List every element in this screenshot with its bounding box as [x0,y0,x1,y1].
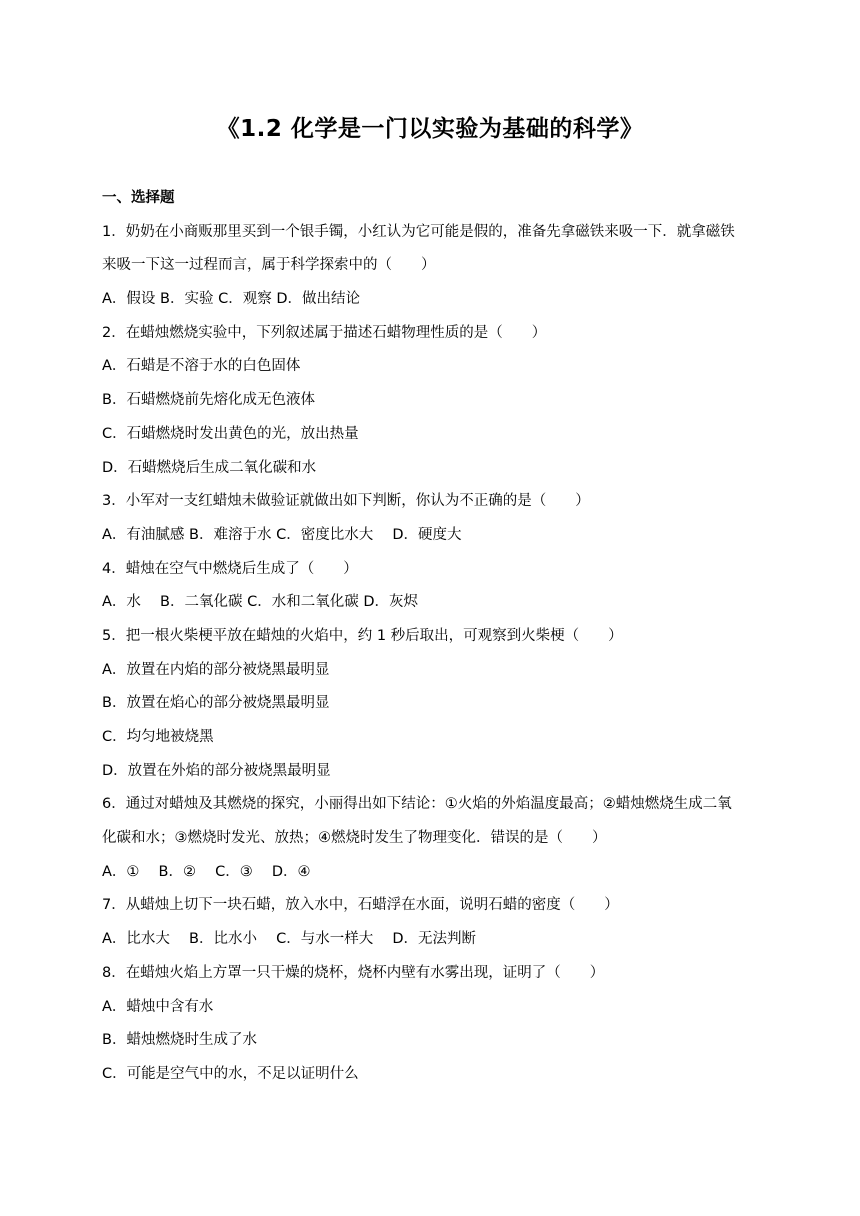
question-4-options: A．水 B．二氧化碳 C．水和二氧化碳 D．灰烬 [102,594,418,611]
question-7: 7．从蜡烛上切下一块石蜡，放入水中，石蜡浮在水面，说明石蜡的密度（ ） [102,897,619,914]
question-7-options: A．比水大 B．比水小 C．与水一样大 D．无法判断 [102,931,476,948]
question-5-option-a: A．放置在内焰的部分被烧黑最明显 [102,661,330,678]
question-2: 2．在蜡烛燃烧实验中，下列叙述属于描述石蜡物理性质的是（ ） [102,324,547,341]
question-5: 5．把一根火柴梗平放在蜡烛的火焰中，约 1 秒后取出，可观察到火柴梗（ ） [102,627,623,644]
question-2-option-d: D．石蜡燃烧后生成二氧化碳和水 [102,459,317,476]
question-1-line-1: 1．奶奶在小商贩那里买到一个银手镯，小红认为它可能是假的，准备先拿磁铁来吸一下．就拿磁铁 [102,223,735,240]
question-1 [102,222,766,276]
question-6 [102,794,766,848]
document-body [102,188,766,1098]
question-8: 8．在蜡烛火焰上方罩一只干燥的烧杯，烧杯内壁有水雾出现，证明了（ ） [102,964,605,981]
question-5-option-c: C．均匀地被烧黑 [102,729,214,745]
question-6-options: A．① B．② C．③ D．④ [102,863,311,880]
question-8-option-c: C．可能是空气中的水，不足以证明什么 [102,1065,359,1082]
question-2-option-b: B．石蜡燃烧前先熔化成无色液体 [102,392,315,409]
question-3: 3．小军对一支红蜡烛未做验证就做出如下判断，你认为不正确的是（ ） [102,493,590,510]
document-title: 《1.2 化学是一门以实验为基础的科学》 [216,116,644,142]
question-8-option-b: B．蜡烛燃烧时生成了水 [102,1032,257,1049]
question-1-options: A．假设 B．实验 C．观察 D．做出结论 [102,291,360,308]
question-2-option-c: C．石蜡燃烧时发出黄色的光，放出热量 [102,425,359,442]
question-6-line-2: 化碳和水；③燃烧时发光、放热；④燃烧时发生了物理变化．错误的是（ ） [102,830,607,847]
question-5-option-b: B．放置在焰心的部分被烧黑最明显 [102,695,330,712]
question-1-line-2: 来吸一下这一过程而言，属于科学探索中的（ ） [102,257,436,274]
question-3-options: A．有油腻感 B．难溶于水 C．密度比水大 D．硬度大 [102,526,462,543]
question-2-option-a: A．石蜡是不溶于水的白色固体 [102,358,301,375]
question-6-line-1: 6．通过对蜡烛及其燃烧的探究，小丽得出如下结论：①火焰的外焰温度最高；②蜡烛燃烧生成二氧 [102,796,732,813]
question-5-option-d: D．放置在外焰的部分被烧黑最明显 [102,762,331,779]
section-heading: 一、选择题 [102,190,175,206]
question-4: 4．蜡烛在空气中燃烧后生成了（ ） [102,560,358,577]
question-8-option-a: A．蜡烛中含有水 [102,998,214,1015]
